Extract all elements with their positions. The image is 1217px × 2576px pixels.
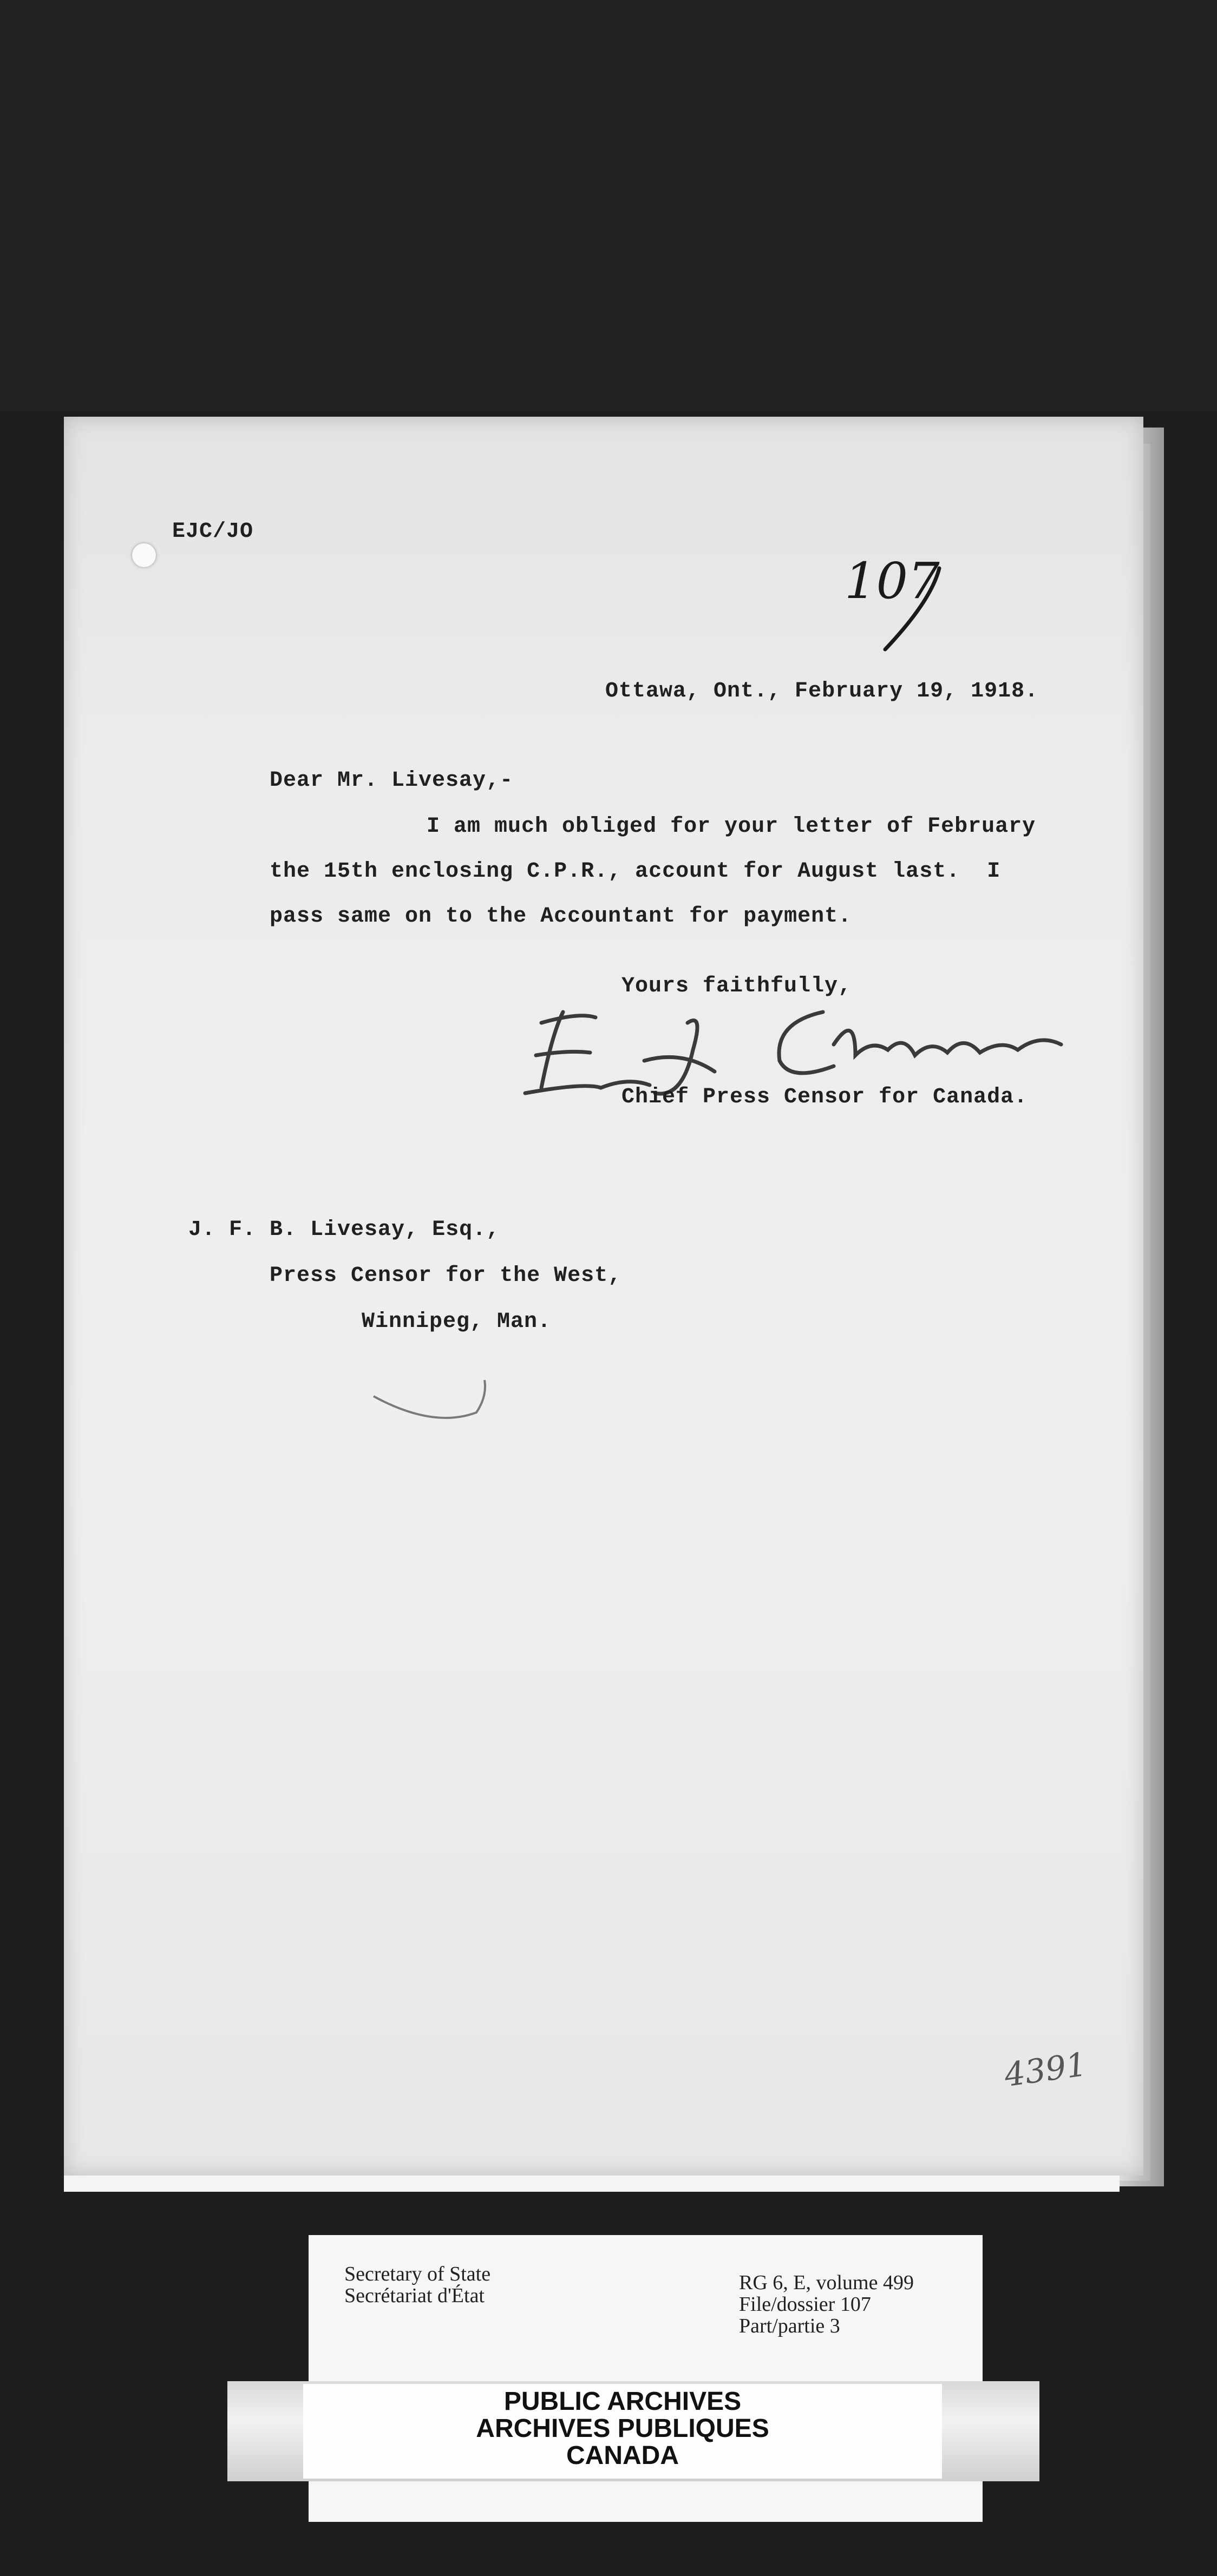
card-dept-fr: Secrétariat d'État <box>344 2284 485 2307</box>
body-line-1: I am much obliged for your letter of February <box>427 814 1036 839</box>
card-dept-en: Secretary of State <box>344 2263 491 2285</box>
card-part: Part/partie 3 <box>739 2315 840 2337</box>
stamp-line-2: ARCHIVES PUBLIQUES <box>476 2414 769 2443</box>
stamp-line-3: CANADA <box>566 2441 679 2470</box>
salutation: Dear Mr. Livesay,- <box>270 768 514 793</box>
addressee-location: Winnipeg, Man. <box>362 1310 552 1334</box>
signer-title: Chief Press Censor for Canada. <box>621 1085 1028 1109</box>
scan-background-top <box>0 0 1217 411</box>
addressee-title: Press Censor for the West, <box>270 1264 622 1288</box>
addressee-name: J. F. B. Livesay, Esq., <box>188 1218 500 1242</box>
closing: Yours faithfully, <box>621 974 852 998</box>
reference-initials: EJC/JO <box>172 520 254 544</box>
letter-bottom-strip <box>64 2176 1120 2192</box>
body-line-3: pass same on to the Accountant for payment. <box>270 904 852 929</box>
card-record-group: RG 6, E, volume 499 <box>739 2271 914 2294</box>
page-number-pencil: 4391 <box>1002 2045 1089 2095</box>
punch-hole <box>132 543 156 567</box>
dateline: Ottawa, Ont., February 19, 1918. <box>605 679 1039 704</box>
card-file: File/dossier 107 <box>739 2293 871 2316</box>
body-line-2: the 15th enclosing C.P.R., account for August last. I <box>270 859 1001 884</box>
file-mark-stroke <box>877 563 947 655</box>
stamp-line-1: PUBLIC ARCHIVES <box>503 2387 742 2416</box>
pencil-mark <box>368 1375 493 1434</box>
handwritten-file-number: 107 <box>845 552 940 610</box>
